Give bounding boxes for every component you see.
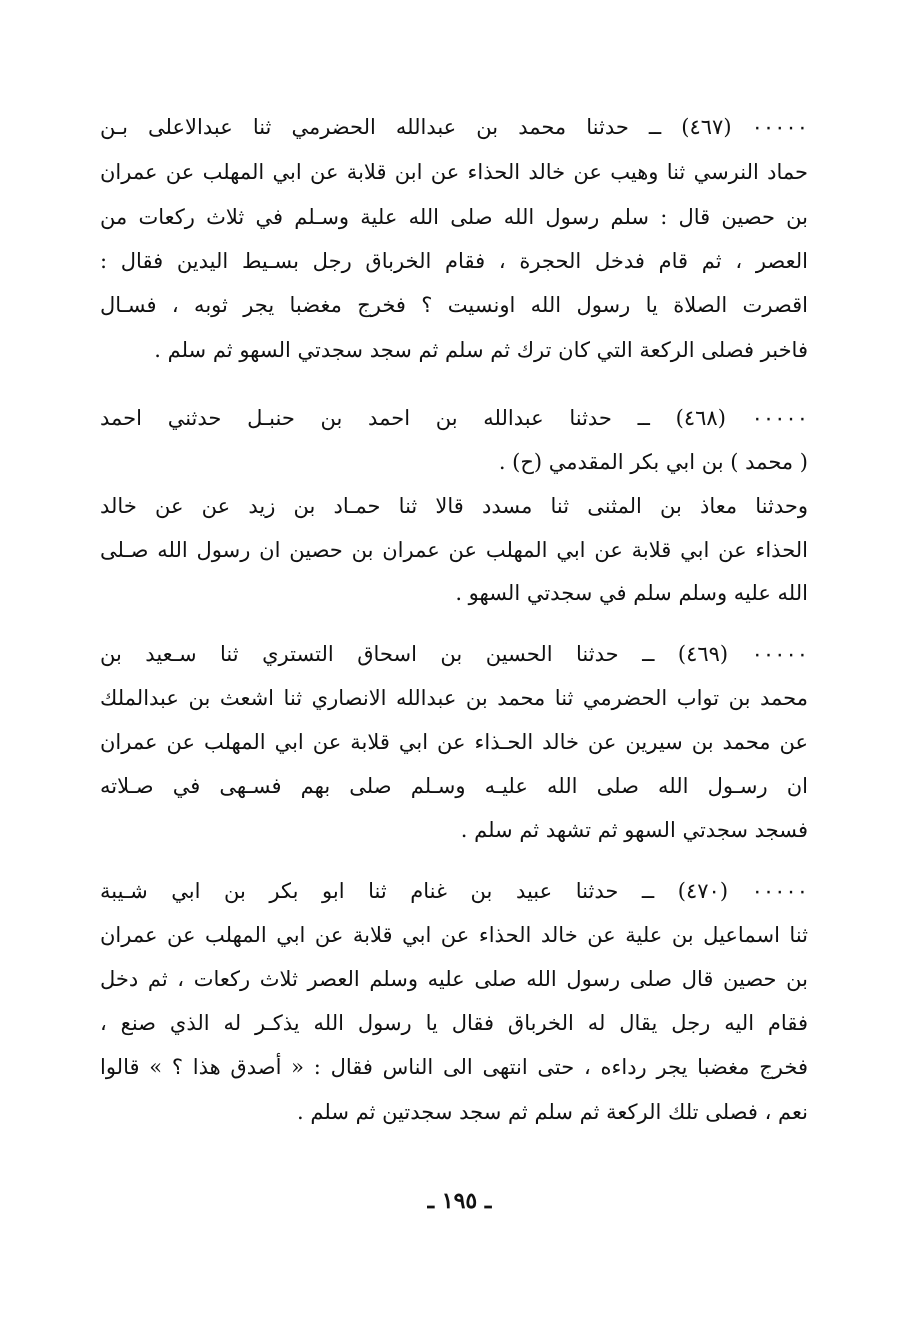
text-line: محمد بن تواب الحضرمي ثنا محمد بن عبدالله الانصاري ثنا اشعث بن عبدالملك <box>100 686 808 710</box>
text-line: فخرج مغضبا يجر رداءه ، حتى انتهى الى الناس فقال : « أصدق هذا ؟ » قالوا <box>100 1055 808 1079</box>
text-line: بن حصين قال : سلم رسول الله صلى الله علية وسـلم في ثلاث ركعات من <box>100 205 808 229</box>
text-line: ٠٠٠٠٠ (٤٧٠) ــ حدثنا عبيد بن غنام ثنا ابو بكر بن ابي شـيبة <box>100 879 808 903</box>
text-line: بن حصين قال صلى رسول الله صلى عليه وسلم العصر ثلاث ركعات ، ثم دخل <box>100 967 808 991</box>
text-line: اقصرت الصلاة يا رسول الله اونسيت ؟ فخرج مغضبا يجر ثوبه ، فسـال <box>100 293 808 317</box>
page-number: ـ ١٩٥ ـ <box>427 1188 492 1214</box>
text-line: العصر ، ثم قام فدخل الحجرة ، فقام الخرباق رجل بسـيط اليدين فقال : <box>100 249 808 273</box>
text-line: وحدثنا معاذ بن المثنى ثنا مسدد قالا ثنا حمـاد بن زيد عن عن خالد <box>100 494 808 518</box>
text-line: حماد النرسي ثنا وهيب عن خالد الحذاء عن ابن قلابة عن ابي المهلب عن عمران <box>100 160 808 184</box>
text-line: نعم ، فصلى تلك الركعة ثم سلم ثم سجد سجدتين ثم سلم . <box>297 1100 808 1124</box>
text-line: فسجد سجدتي السهو ثم تشهد ثم سلم . <box>460 818 808 842</box>
text-line: ثنا اسماعيل بن علية عن خالد الحذاء عن ابي قلابة عن ابي المهلب عن عمران <box>100 923 808 947</box>
text-line: الحذاء عن ابي قلابة عن ابي المهلب عن عمران بن حصين ان رسول الله صـلى <box>100 538 808 562</box>
text-line: ( محمد ) بن ابي بكر المقدمي (ح) . <box>498 450 808 474</box>
text-line: عن محمد بن سيرين عن خالد الحـذاء عن ابي قلابة عن ابي المهلب عن عمران <box>100 730 808 754</box>
text-line: ٠٠٠٠٠ (٤٦٨) ــ حدثنا عبدالله بن احمد بن حنبـل حدثني احمد <box>100 406 808 430</box>
text-line: فاخبر فصلى الركعة التي كان ترك ثم سلم ثم سجد سجدتي السهو ثم سلم . <box>154 338 808 362</box>
text-line: الله عليه وسلم سلم في سجدتي السهو . <box>455 581 808 605</box>
text-line: ٠٠٠٠٠ (٤٦٧) ــ حدثنا محمد بن عبدالله الحضرمي ثنا عبدالاعلى بـن <box>100 115 808 139</box>
text-line: فقام اليه رجل يقال له الخرباق فقال يا رسول الله يذكـر له الذي صنع ، <box>100 1011 808 1035</box>
text-line: ان رسـول الله صلى الله عليـه وسـلم صلى بهم فسـهى في صـلاته <box>100 774 808 798</box>
text-line: ٠٠٠٠٠ (٤٦٩) ــ حدثنا الحسين بن اسحاق التستري ثنا سـعيد بن <box>100 642 808 666</box>
